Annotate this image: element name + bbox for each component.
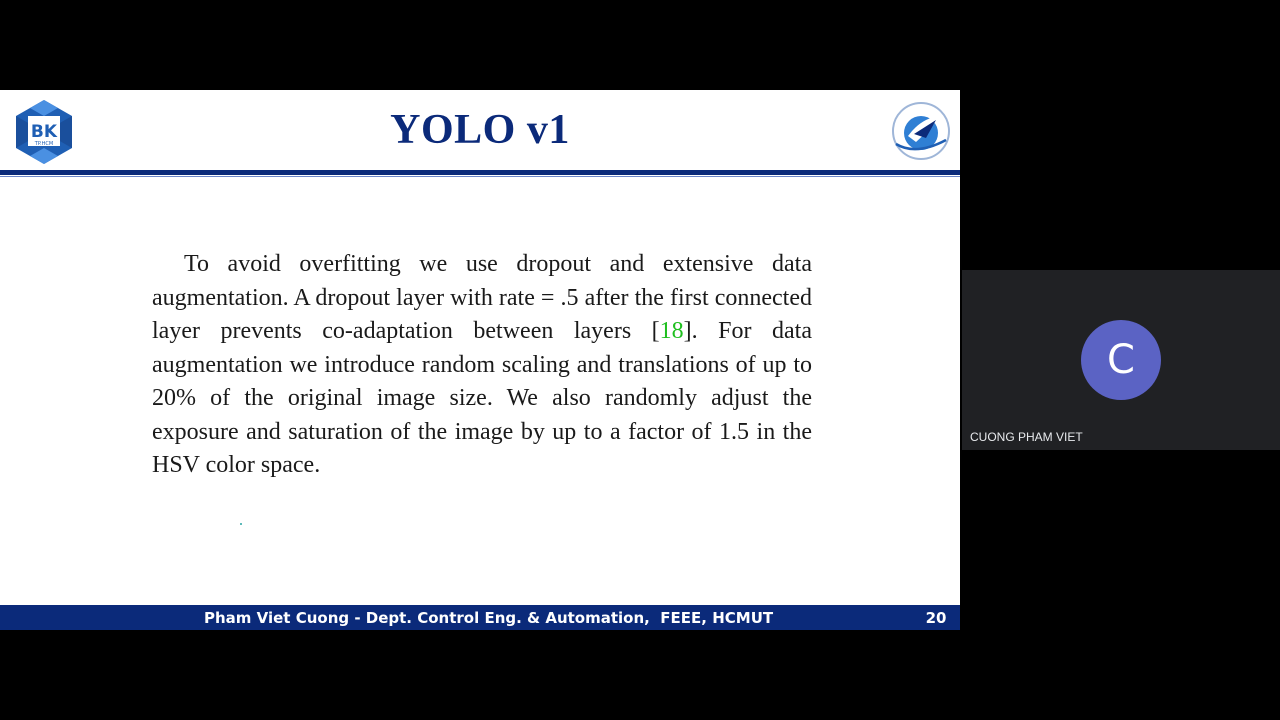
- department-logo: [886, 100, 952, 162]
- bk-logo: [10, 98, 78, 166]
- slide-title: YOLO v1: [390, 107, 570, 153]
- slide-header: [0, 90, 960, 170]
- footer-text: Pham Viet Cuong - Dept. Control Eng. & Automation, FEEE, HCMUT: [204, 609, 774, 627]
- svg-text:TP.HCM: TP.HCM: [34, 141, 54, 147]
- participant-avatar: C: [1081, 320, 1161, 400]
- slide-footer: [0, 605, 960, 630]
- citation-link[interactable]: 18: [659, 318, 684, 344]
- header-divider: [0, 170, 960, 175]
- participant-tile[interactable]: [962, 270, 1280, 450]
- body-paragraph: To avoid overfitting we use dropout and extensive data augmentation. A dropout layer with rate = .5 after the first connected layer prevents co-adaptation between layers [18]. For data augmentation we introduce random scaling and translations of up to 20% of the original image size. We also randomly adjust the exposure and saturation of the image by up to a factor of 1.5 in the HSV color space.: [152, 251, 812, 478]
- laser-pointer-dot: [240, 523, 242, 525]
- header-divider-thin: [0, 176, 960, 177]
- presentation-slide: [0, 90, 960, 630]
- svg-text:BK: BK: [30, 122, 58, 142]
- slide-body-text: [152, 248, 812, 483]
- participant-name: CUONG PHAM VIET: [970, 430, 1083, 444]
- slide-page-number: 20: [925, 609, 947, 627]
